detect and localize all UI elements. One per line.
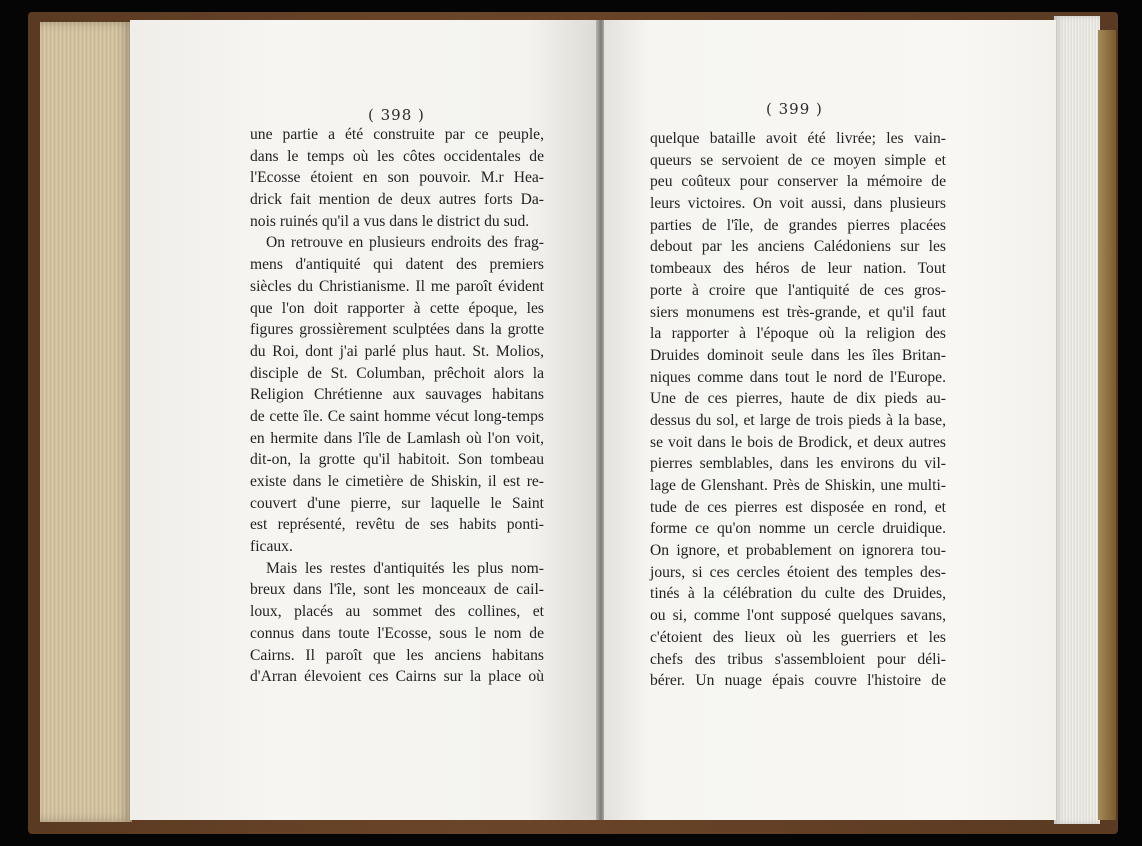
left-page-text bbox=[250, 124, 544, 688]
text-line: disciple de St. Columban, prêchoit alors la bbox=[250, 364, 544, 382]
text-line: breux dans l'île, sont les monceaux de cail- bbox=[250, 581, 544, 599]
right-cover-edge bbox=[1098, 30, 1116, 820]
text-line: que l'on doit rapporter à cette époque, les bbox=[250, 299, 544, 317]
text-line: Druides dominoit seule dans les îles Britan- bbox=[650, 346, 946, 364]
text-line: d'Arran élevoient ces Cairns sur la place où bbox=[250, 668, 544, 686]
text-line: jours, si ces cercles étoient des temples des- bbox=[650, 563, 946, 581]
text-line: niques comme dans tout le nord de l'Europe. bbox=[650, 368, 946, 386]
text-line: tude de ces pierres est disposée en rond, et bbox=[650, 498, 946, 516]
text-line: loux, placés au sommet des collines, et bbox=[250, 603, 544, 621]
text-line: parties de l'île, de grandes pierres placées bbox=[650, 216, 946, 234]
text-line: la rapporter à l'époque où la religion des bbox=[650, 325, 946, 343]
text-line: est représenté, revêtu de ses habits ponti- bbox=[250, 516, 544, 534]
text-line: debout par les anciens Calédoniens sur les bbox=[650, 238, 946, 256]
right-page-text bbox=[650, 128, 946, 692]
text-line: mens d'antiquité qui datent des premiers bbox=[250, 256, 544, 274]
text-line: une partie a été construite par ce peuple, bbox=[250, 126, 544, 143]
left-page-number: ( 398 ) bbox=[368, 106, 425, 124]
left-page-edges bbox=[40, 22, 132, 822]
text-line: forme ce qu'on nomme un cercle druidique. bbox=[650, 520, 946, 538]
text-line: siècles du Christianisme. Il me paroît évident bbox=[250, 277, 544, 295]
text-line: figures grossièrement sculptées dans la grotte bbox=[250, 321, 544, 339]
text-line: tombeaux des héros de leur nation. Tout bbox=[650, 260, 946, 278]
text-line: ficaux. bbox=[250, 538, 293, 556]
text-line: existe dans le cimetière de Shiskin, il est re- bbox=[250, 473, 544, 490]
text-line: se voit dans le bois de Brodick, et deux autres bbox=[650, 433, 946, 451]
text-line: dit-on, la grotte qu'il habitoit. Son tombeau bbox=[250, 451, 544, 469]
text-line: bérer. Un nuage épais couvre l'histoire de bbox=[650, 672, 946, 690]
text-line: c'étoient des lieux où les guerriers et les bbox=[650, 628, 946, 646]
text-line: pierres semblables, dans les environs du vil- bbox=[650, 455, 946, 473]
text-line: drick fait mention de deux autres forts Da- bbox=[250, 191, 544, 209]
right-page-edges bbox=[1054, 16, 1100, 824]
text-line: chefs des tribus s'assembloient pour déli- bbox=[650, 650, 946, 668]
text-line: Religion Chrétienne aux sauvages habitans bbox=[250, 386, 544, 404]
text-line: porte à croire que l'antiquité de ces gros- bbox=[650, 281, 946, 299]
text-line: On retrouve en plusieurs endroits des frag- bbox=[266, 234, 544, 252]
text-line: Une de ces pierres, haute de dix pieds au- bbox=[650, 390, 946, 408]
text-line: connus dans toute l'Ecosse, sous le nom de bbox=[250, 624, 544, 642]
text-line: dans le temps où les côtes occidentales de bbox=[250, 147, 544, 165]
text-line: du Roi, dont j'ai parlé plus haut. St. Molios, bbox=[250, 342, 544, 360]
text-line: quelque bataille avoit été livrée; les vain- bbox=[650, 130, 946, 147]
text-line: l'Ecosse étoient en son pouvoir. M.r Hea- bbox=[250, 169, 544, 187]
text-line: dessus du sol, et large de trois pieds à la base, bbox=[650, 411, 946, 429]
text-line: queurs se servoient de ce moyen simple et bbox=[650, 151, 946, 169]
text-line: Mais les restes d'antiquités les plus nom- bbox=[266, 559, 544, 577]
text-line: de cette île. Ce saint homme vécut long-temps bbox=[250, 407, 544, 425]
text-line: en hermite dans l'île de Lamlash où l'on voit, bbox=[250, 429, 544, 447]
text-line: peu coûteux pour conserver la mémoire de bbox=[650, 173, 946, 191]
text-line: lage de Glenshant. Près de Shiskin, une multi- bbox=[650, 477, 946, 494]
text-line: leurs victoires. On voit aussi, dans plusieurs bbox=[650, 195, 946, 213]
text-line: On ignore, et probablement on ignorera tou- bbox=[650, 542, 946, 560]
text-line: Cairns. Il paroît que les anciens habitans bbox=[250, 646, 544, 664]
text-line: siers monumens est très-grande, et qu'il faut bbox=[650, 303, 946, 321]
text-line: tinés à la célébration du culte des Druides, bbox=[650, 585, 946, 603]
right-page-number: ( 399 ) bbox=[766, 100, 823, 118]
text-line: couvert d'une pierre, sur laquelle le Saint bbox=[250, 494, 544, 512]
text-line: ou si, comme l'ont supposé quelques savans, bbox=[650, 607, 946, 625]
text-line: nois ruinés qu'il a vus dans le district du sud. bbox=[250, 212, 530, 230]
